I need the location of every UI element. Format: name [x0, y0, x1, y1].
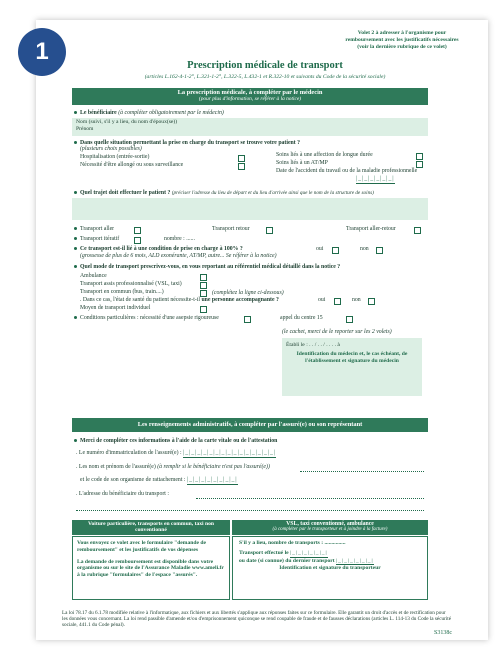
condition-oui-checkbox[interactable] — [332, 247, 339, 254]
transport-aller-row[interactable]: Transport aller — [74, 226, 114, 233]
transport-aller-checkbox[interactable] — [134, 227, 141, 234]
cachet-note: (le cachet, merci de le reporter sur les 2 volets) — [282, 329, 392, 335]
trajet-question: Quel trajet doit effectuer le patient ? — [80, 190, 171, 196]
articles-reference: (articles L.162-4-1-2°, L.321-1-2°, L.322-5, L.432-1 et R.322-10 et suivants du Code de la sécurité sociale) — [144, 74, 386, 80]
legal-footer: La loi 78.17 du 6.1.78 modifiée relative à l'informatique, aux fichiers et aux libertés s'applique aux réponses faites sur ce formulaire. Elle garantit un droit d'accès et de rectification pour les données vous concernant. La loi rend passible d'amende et/ou d'emprisonnement quiconque se rend coupable de fraude et de fausses déclarations (articles L. 114-13 du Code la sécurité sociale, 441.1 du Code pénal). — [62, 610, 452, 629]
atmp-checkbox[interactable] — [416, 161, 423, 168]
bullet-icon — [74, 237, 77, 240]
bullet-icon — [74, 191, 77, 194]
mode-vsl[interactable]: Transport assis professionnalisé (VSL, taxi) — [80, 281, 182, 287]
immatriculation-field[interactable]: |_|_|_|_|_|_|_|_|_|_|_|_|_|_|_| — [183, 450, 277, 456]
condition-non-checkbox[interactable] — [376, 247, 383, 254]
bullet-icon — [74, 227, 77, 230]
bullet-icon — [74, 141, 77, 144]
appel-checkbox[interactable] — [346, 316, 353, 323]
hospitalisation-checkbox[interactable] — [238, 155, 245, 162]
situation-atmp[interactable]: Soins liés à un AT/MP — [276, 160, 328, 166]
appel-centre-15[interactable]: appel du centre 15 — [280, 315, 323, 321]
transport-effectue[interactable]: Transport effectué le |_|_|_|_|_|_| — [239, 549, 328, 556]
condition-note: (grossesse de plus de 6 mois, ALD exonérante, AT/MP, autre... Se référer à la notice) — [80, 253, 277, 259]
commun-checkbox[interactable] — [200, 290, 207, 297]
accomp-non-label: non — [352, 297, 361, 303]
form-code: S3138c — [434, 630, 452, 636]
adresse-line-1[interactable] — [196, 498, 424, 499]
section-admin-header — [72, 418, 428, 432]
mode-commun[interactable]: Transport en commun (bus, train....) — [80, 289, 164, 295]
organisme-code-field[interactable]: |_|_|_|_|_|_|_|_| — [186, 477, 238, 483]
accomp-non-checkbox[interactable] — [368, 298, 375, 305]
beneficiary-name-label: Nom (suivi, s'il y a lieu, du nom d'époux(se)) — [76, 119, 178, 125]
adresse-row[interactable]: . L'adresse du bénéficiaire du transport : — [76, 491, 169, 497]
bottom-left-text1: Vous envoyez ce volet avec le formulaire "demande de remboursement" et les justificatifs de vos dépenses — [77, 540, 206, 553]
trajet-note: (préciser l'adresse du lieu de départ et du lieu d'arrivée ainsi que le nom de la structure de soins) — [171, 190, 374, 196]
transporteur-identification: Identification et signature du transporteur — [279, 565, 381, 572]
bottom-left-text2: La demande de remboursement est disponible dans votre organisme ou sur le site de l'Assurance Maladie www.ameli.fr à la rubrique "formulaires" de l'espace "assurés". — [77, 558, 224, 579]
beneficiary-fields[interactable] — [72, 118, 428, 136]
dernier-transport[interactable]: ou date (si connue) du dernier transport |_|_|_|_|_|_| — [239, 557, 374, 564]
allonge-checkbox[interactable] — [238, 163, 245, 170]
transport-aller-retour-checkbox[interactable] — [414, 227, 421, 234]
accomp-oui-label: oui — [318, 297, 326, 303]
situation-hospitalisation[interactable]: Hospitalisation (entrée-sortie) — [80, 154, 150, 160]
bullet-icon — [74, 439, 77, 442]
immatriculation-row[interactable]: . Le numéro d'immatriculation de l'assuré(e) : |_|_|_|_|_|_|_|_|_|_|_|_|_|_|_| — [76, 450, 277, 456]
conditions-row[interactable]: Conditions particulières : nécessité d'une asepsie rigoureuse — [74, 315, 219, 322]
mode-question-row: Quel mode de transport prescrivez-vous, en vous reportant au référentiel médical détaillé dans la notice ? — [74, 264, 340, 271]
assure-name-line[interactable] — [300, 471, 424, 472]
situation-note: (plusieurs choix possibles) — [80, 146, 142, 152]
accident-date-field[interactable]: |_|_|_|_|_|_| — [356, 176, 395, 182]
accomp-oui-checkbox[interactable] — [334, 298, 341, 305]
doctor-identification: Identification du médecin et, le cas échéant, de l'établissement et signature du médecin — [296, 350, 408, 364]
doctor-signature-box[interactable] — [282, 338, 422, 396]
accompagnant-question: . Dans ce cas, l'état de santé du patient nécessite-t-il une personne accompagnante ? — [80, 297, 279, 303]
beneficiary-label-row — [74, 110, 224, 117]
page-number-badge: 1 — [18, 28, 66, 76]
page-title: Prescription médicale de transport — [187, 60, 343, 71]
bottom-left-header: Voiture particulière, transports en commun, taxi non conventionné — [72, 520, 230, 535]
bullet-icon — [74, 247, 77, 250]
individuel-checkbox[interactable] — [200, 306, 207, 313]
mode-ambulance[interactable]: Ambulance — [80, 273, 107, 279]
bullet-icon — [74, 265, 77, 268]
bullet-icon — [74, 316, 77, 319]
condition-non-label: non — [360, 246, 369, 252]
volet-note: Volet 2 à adresser à l'organisme pour remboursement avec les justificatifs nécessaires (voir la dernière rubrique de ce volet) — [345, 30, 459, 50]
condition-oui-label: oui — [316, 246, 324, 252]
etabli-le: Établi le : . . / . . / . . . . à — [286, 342, 340, 348]
organisme-row[interactable]: et le code de son organisme de rattachement : |_|_|_|_|_|_|_|_| — [80, 477, 238, 483]
transport-retour-row[interactable]: Transport retour — [212, 226, 250, 232]
situation-question: Dans quelle situation permettant la prise en charge du transport se trouve votre patient ? — [80, 140, 301, 146]
bottom-right-header: VSL, taxi conventionné, ambulance (à compléter par le transporteur et à joindre à la facture) — [232, 520, 428, 535]
section-prescription-header — [72, 88, 428, 105]
nombre-transports[interactable]: S'il y a lieu, nombre de transports : ............... — [239, 540, 346, 546]
vsl-checkbox[interactable] — [200, 282, 207, 289]
section-admin-title: Les renseignements administratifs, à compléter par l'assuré(e) ou son représentant — [137, 421, 363, 428]
beneficiary-note: (à compléter obligatoirement par le médecin) — [118, 110, 224, 116]
situation-allonge[interactable]: Nécessité d'être allongé ou sous surveillance — [80, 162, 184, 168]
transport-retour-checkbox[interactable] — [266, 227, 273, 234]
admin-intro-row: Merci de compléter ces informations à l'aide de la carte vitale ou de l'attestation — [74, 438, 277, 445]
ald-checkbox[interactable] — [416, 153, 423, 160]
situation-ald[interactable]: Soins liés à une affection de longue durée — [276, 152, 373, 158]
ambulance-checkbox[interactable] — [200, 274, 207, 281]
transport-itere-row[interactable]: Transport itératif — [74, 236, 119, 243]
section-prescription-subtitle: (pour plus d'information, se référer à la notice) — [198, 96, 302, 103]
transport-aller-retour-row[interactable]: Transport aller-retour — [346, 226, 396, 232]
bullet-icon — [74, 111, 77, 114]
beneficiary-firstname-label: Prénom — [76, 125, 94, 132]
section-prescription-title: La prescription médicale, à compléter par le médecin — [177, 89, 323, 96]
asepsie-checkbox[interactable] — [244, 316, 251, 323]
mode-individuel[interactable]: Moyen de transport individuel — [80, 305, 151, 311]
transport-nombre[interactable]: nombre : ...... — [164, 236, 195, 242]
trajet-field[interactable] — [72, 198, 428, 220]
adresse-line-2[interactable] — [76, 510, 424, 511]
trajet-question-row — [74, 190, 374, 197]
assure-name-row[interactable]: . Les nom et prénom de l'assuré(e) (à remplir si le bénéficiaire n'est pas l'assuré(e)) — [76, 464, 270, 470]
commun-note: (complétez la ligne ci-dessous) — [212, 290, 284, 296]
beneficiary-label: Le bénéficiaire — [80, 110, 117, 116]
condition-question-row: Ce transport est-il lié à une condition de prise en charge à 100% ? — [74, 246, 243, 253]
situation-date-accident: Date de l'accident du travail ou de la maladie professionnelle — [276, 168, 418, 174]
bottom-left-panel — [72, 536, 230, 600]
transport-itere-checkbox[interactable] — [134, 237, 141, 244]
bottom-right-panel[interactable] — [232, 536, 428, 600]
